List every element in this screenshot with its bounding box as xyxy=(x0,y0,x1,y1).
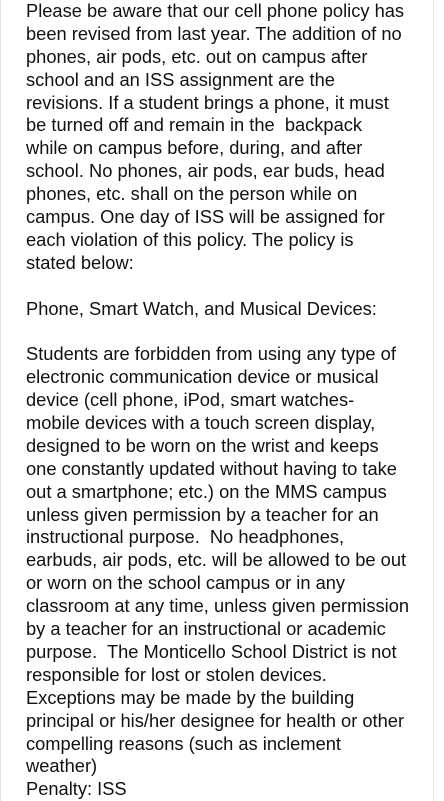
intro-line: been revised from last year. The addition of no xyxy=(26,22,402,44)
policy-line: principal or his/her designee for health or other xyxy=(26,709,405,731)
intro-line: be turned off and remain in the backpack xyxy=(26,114,363,136)
policy-line: Exceptions may be made by the building xyxy=(26,686,355,708)
policy-line: one constantly updated without having to take xyxy=(26,457,397,479)
policy-line: Students are forbidden from using any type of xyxy=(26,343,396,365)
policy-line: by a teacher for an instructional or academic xyxy=(26,618,386,640)
policy-line: or worn on the school campus or in any xyxy=(26,572,346,594)
policy-line: purpose. The Monticello School District is not xyxy=(26,640,397,662)
intro-line: Please be aware that our cell phone policy has xyxy=(26,0,405,21)
intro-line: while on campus before, during, and after xyxy=(26,137,363,159)
policy-line: earbuds, air pods, etc. will be allowed to be out xyxy=(26,549,407,571)
post-text xyxy=(26,0,438,801)
policy-line: mobile devices with a touch screen display, xyxy=(26,412,376,434)
policy-line: electronic communication device or musical xyxy=(26,366,379,388)
intro-line: school. No phones, air pods, ear buds, head xyxy=(26,160,385,182)
policy-line: out a smartphone; etc.) on the MMS campus xyxy=(26,480,387,502)
policy-line: device (cell phone, iPod, smart watches- xyxy=(26,389,355,411)
paragraph-break xyxy=(26,275,438,298)
policy-line: unless given permission by a teacher for an xyxy=(26,503,379,525)
paragraph-break xyxy=(26,320,438,343)
intro-line: revisions. If a student brings a phone, it must xyxy=(26,91,389,113)
intro-line: each violation of this policy. The policy is xyxy=(26,228,354,250)
policy-line: responsible for lost or stolen devices. xyxy=(26,663,327,685)
intro-line: phones, etc. shall on the person while on xyxy=(26,183,358,205)
policy-line: instructional purpose. No headphones, xyxy=(26,526,345,548)
section-heading: Phone, Smart Watch, and Musical Devices: xyxy=(26,297,377,319)
policy-line: classroom at any time, unless given permission xyxy=(26,595,410,617)
intro-line: campus. One day of ISS will be assigned for xyxy=(26,206,385,228)
intro-line: school and an ISS assignment are the xyxy=(26,68,335,90)
policy-line: weather) xyxy=(26,755,98,777)
intro-line: phones, air pods, etc. out on campus after xyxy=(26,45,368,67)
policy-line: designed to be worn on the wrist and keeps xyxy=(26,434,379,456)
intro-line: stated below: xyxy=(26,251,134,273)
policy-line: compelling reasons (such as inclement xyxy=(26,732,341,754)
penalty-line: Penalty: ISS xyxy=(26,778,127,800)
